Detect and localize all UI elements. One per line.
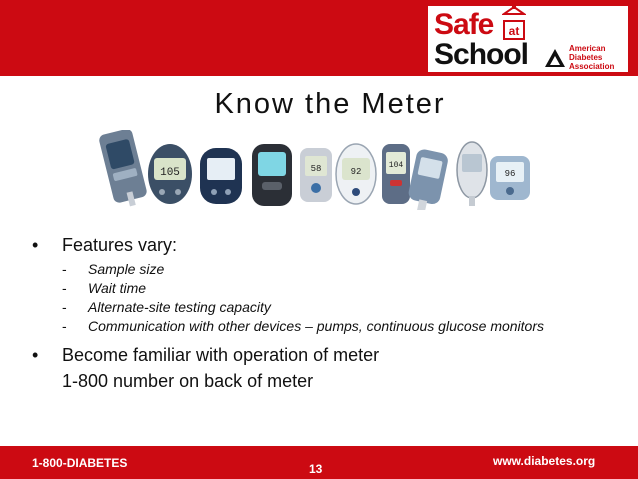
- meter-4: [252, 144, 292, 206]
- meter-6: [336, 144, 376, 204]
- ada-line-3: Association: [569, 62, 615, 71]
- footer-website: www.diabetes.org: [493, 454, 596, 468]
- meter-2-reading: 105: [160, 167, 180, 179]
- sub-item-text: Communication with other devices – pumps, continuous glucose monitors: [88, 318, 545, 334]
- ada-line-2: Diabetes: [569, 53, 603, 62]
- bullet-continuation-text: 1-800 number on back of meter: [62, 371, 314, 391]
- sub-dash: -: [62, 261, 67, 277]
- sub-dash: -: [62, 318, 67, 334]
- footer-bar: [0, 446, 638, 479]
- sub-dash: -: [62, 280, 67, 296]
- ada-line-1: American: [569, 44, 606, 53]
- sub-item-text: Sample size: [88, 261, 165, 277]
- bullet-dot: •: [32, 235, 39, 255]
- logo-word-safe: Safe: [434, 8, 494, 41]
- meter-10: [490, 156, 530, 200]
- sub-item-text: Alternate-site testing capacity: [88, 299, 271, 315]
- meter-10-reading: 96: [504, 169, 516, 179]
- meter-9: [457, 142, 487, 206]
- meter-8: [405, 148, 449, 210]
- slide-title: Know the Meter: [214, 88, 446, 120]
- meter-1: [98, 130, 149, 210]
- sub-dash: -: [62, 299, 67, 315]
- bullet-dot: •: [32, 345, 39, 365]
- safe-at-school-logo: [428, 6, 628, 72]
- meter-5-reading: 58: [310, 164, 322, 174]
- footer-phone: 1-800-DIABETES: [32, 456, 128, 470]
- meter-7: [382, 144, 410, 204]
- meter-7-reading: 104: [388, 161, 404, 170]
- meter-2: [148, 144, 192, 204]
- ada-triangle-icon: [544, 48, 566, 68]
- meters-image: [92, 130, 532, 210]
- meter-5: [300, 148, 332, 202]
- meter-3: [200, 148, 242, 204]
- sub-item-text: Wait time: [88, 280, 147, 296]
- bullet-features-text: Features vary:: [62, 235, 178, 255]
- page-number: 13: [309, 462, 323, 476]
- bullet-familiar-text: Become familiar with operation of meter: [62, 345, 380, 365]
- meter-6-reading: 92: [350, 167, 362, 177]
- logo-word-school: School: [434, 38, 529, 71]
- logo-word-at: at: [503, 20, 525, 40]
- ada-name: [569, 44, 614, 71]
- header-bar: [0, 0, 638, 76]
